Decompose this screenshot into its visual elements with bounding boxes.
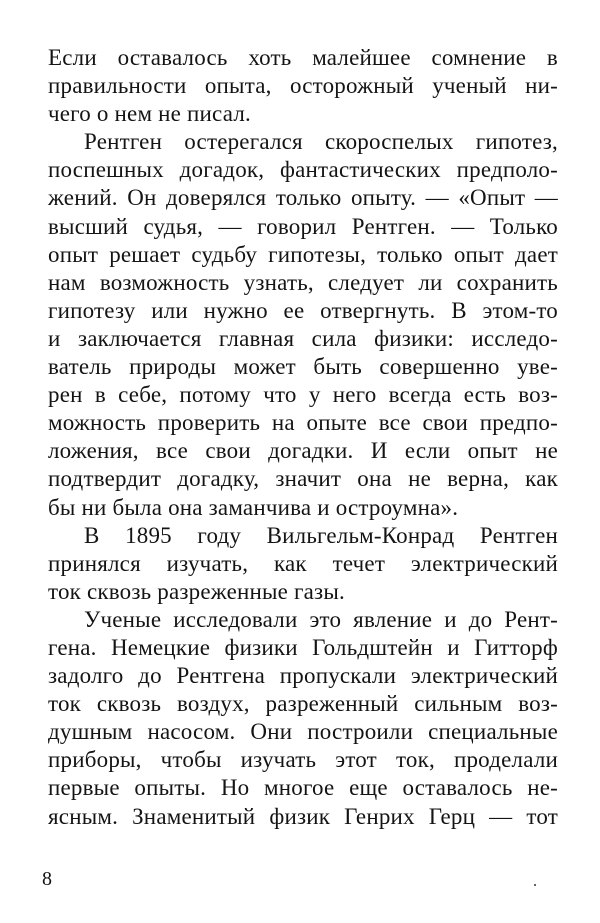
text-line: Ученые исследовали это явление и до Рент- [84, 606, 558, 632]
text-line: В 1895 году Вильгельм-Конрад Рентген [84, 522, 558, 548]
paragraph [48, 128, 558, 521]
paragraph [48, 522, 558, 606]
text-line: первые опыты. Но многое еще оставалось не- [48, 775, 558, 801]
text-line: поспешных догадок, фантастических предполо- [48, 157, 558, 183]
text-line: можность проверить на опыте все свои предпо- [48, 410, 558, 436]
text-line: приборы, чтобы изучать этот ток, проделали [48, 747, 558, 773]
text-line: Если оставалось хоть малейшее сомнение в [48, 45, 558, 70]
print-speck [534, 884, 536, 886]
paragraph [48, 44, 558, 128]
text-line: опыт решает судьбу гипотезы, только опыт дает [48, 241, 558, 267]
text-line: гипотезу или нужно ее отвергнуть. В этом-то [48, 297, 558, 323]
paragraph [48, 606, 558, 831]
text-line: гена. Немецкие физики Гольдштейн и Гитторф [48, 634, 558, 660]
book-page-text [48, 44, 558, 831]
text-line: ток сквозь воздух, разреженный сильным воз- [48, 691, 558, 717]
text-line: задолго до Рентгена пропускали электрический [48, 663, 558, 689]
text-line: высший судья, — говорил Рентген. — Только [48, 213, 558, 239]
text-line: подтвердит догадку, значит она не верна, как [48, 466, 558, 492]
text-line: принялся изучать, как течет электрический [48, 550, 558, 576]
text-line: Рентген остерегался скороспелых гипотез, [84, 129, 558, 155]
text-line: ток сквозь разреженные газы. [48, 578, 345, 604]
text-line: ватель природы может быть совершенно уве- [48, 354, 558, 380]
text-line: душным насосом. Они построили специальные [48, 719, 558, 745]
text-line: нам возможность узнать, следует ли сохранить [48, 269, 558, 295]
text-line: и заключается главная сила физики: исследо- [48, 325, 558, 351]
text-line: ложения, все свои догадки. И если опыт не [48, 438, 558, 464]
text-line: чего о нем не писал. [48, 101, 251, 127]
text-line: бы ни была она заманчива и остроумна». [48, 494, 459, 520]
text-line: жений. Он доверялся только опыту. — «Опыт — [48, 185, 558, 211]
text-line: ясным. Знаменитый физик Генрих Герц — тот [48, 803, 558, 829]
page-number: 8 [42, 868, 52, 890]
text-line: правильности опыта, осторожный ученый ни- [48, 73, 558, 99]
text-line: рен в себе, потому что у него всегда есть воз- [48, 382, 558, 408]
